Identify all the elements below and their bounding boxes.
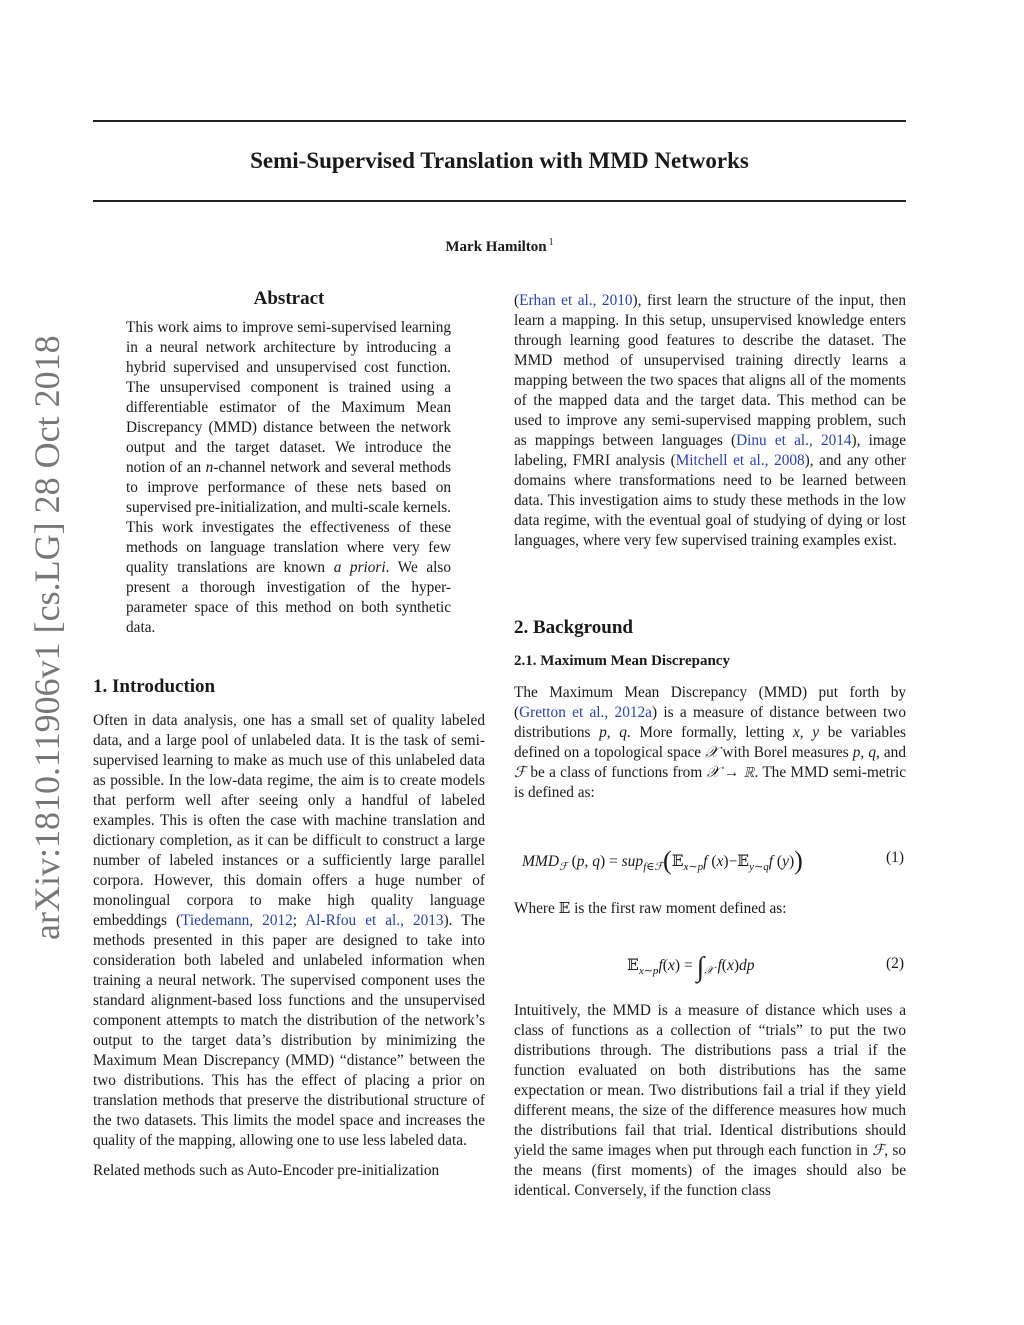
citation-dinu-year: 2014 (820, 432, 852, 449)
paper-title: Semi-Supervised Translation with MMD Networks (250, 148, 749, 173)
citation-alrfou-year: 2013 (412, 912, 444, 929)
citation-link[interactable]: Tiedemann, 2012 (181, 912, 293, 929)
citation-link[interactable]: Dinu et al., 2014 (736, 432, 852, 449)
mmd-intuition-paragraph (514, 1001, 906, 1201)
math-E: 𝔼 (558, 900, 571, 917)
mmd-p3 (514, 1001, 906, 1201)
math-pq: p, q (599, 724, 627, 741)
citation-tiedemann: Tiedemann (181, 912, 250, 929)
citation-alrfou: Al-Rfou et al. (305, 912, 401, 929)
equation-1-number: (1) (886, 849, 905, 866)
intro-p1-text-b: ). The methods presented in this paper are designed to take into consideration both labeled and unlabeled information when training a neural network. The supervised component uses the standard alignment-based loss functions and the unsupervised component attempts to match the distribution of the network’s output to the target data’s distribution by minimizing the Maximum Mean Discrepancy (MMD) “distance” between the two distributions. This has the effect of placing a prior on translation methods that preserve the distributional structure of the two datasets. This limits the model space and increases the quality of the mapping, allowing one to use less labeled data. (93, 912, 486, 1149)
citation-mitchell: Mitchell et al. (675, 452, 765, 469)
abstract-part-3: . We also present a thorough investigation of the hyper-parameter space of this method on both synthetic data. (126, 559, 452, 636)
math-xy: x, y (793, 724, 820, 741)
mmd-subheading: 2.1. Maximum Mean Discrepancy (514, 653, 730, 669)
author-name-text: Mark Hamilton (445, 239, 547, 255)
citation-link[interactable]: Al-Rfou et al., 2013 (305, 912, 444, 929)
intro-heading: 1. Introduction (93, 676, 216, 697)
citation-link[interactable]: Mitchell et al., 2008 (675, 452, 805, 469)
citation-dinu: Dinu et al. (736, 432, 809, 449)
citation-gretton-year: 2012a (614, 704, 652, 721)
mmd-p1-text-d: be variables defined on a topological space (514, 724, 906, 761)
author-affiliation-mark: 1 (548, 237, 554, 248)
abstract-part-2: -channel network and several methods to improve performance of these nets based on supervised pre-initialization, and multi-scale kernels. This work investigates the effectiveness of these methods on language translation where very few quality translations are known (126, 459, 451, 576)
mmd-intro-paragraph (514, 683, 906, 803)
where-text-a: Where (514, 900, 559, 917)
citation-link[interactable]: Erhan et al., 2010 (519, 292, 633, 309)
intro-p1-text-a: Often in data analysis, one has a small set of quality labeled data, and a large pool of unlabeled data. It is the task of semi-supervised learning to make as much use of this unlabeled data as possible. In the low-data regime, the aim is to create models that perform well after seeing only a handful of labeled examples. This is often the case with machine translation and dictionary completion, as it can be difficult to construct a large number of labeled instances or a sufficiently large parallel corpora. However, this domain offers a huge number of monolingual corpora to make high quality language embeddings ( (93, 712, 485, 929)
where-line (514, 899, 906, 919)
title-top-rule (93, 120, 906, 122)
mmd-p1-text-e: with Borel measures (718, 744, 853, 761)
math-F-2: ℱ (872, 1142, 885, 1159)
mmd-p1-text-g: be a class of functions from (526, 764, 707, 781)
mmd-p1-text-h: . The MMD semi-metric is defined as: (514, 764, 907, 801)
abstract-text (126, 318, 451, 638)
equation-1: $MMD_ℱ$ (p, q) = sup$_{f\in ℱ}$(𝔼$_{x\sim p}$f (x)−𝔼$_{y\sim q}$f (y)) (522, 846, 803, 875)
n-symbol: n (205, 459, 214, 476)
right-col-continuation (514, 291, 906, 551)
citation-erhan-year: 2010 (601, 292, 633, 309)
math-pq-2: p, q (852, 744, 876, 761)
right-paragraph-1: (Erhan et al., 2010), first learn the structure of the input, then learn a mapping. In this setup, unsupervised knowledge enters through learning good features to describe the dataset. The MMD method of unsupervised training directly learns a mapping between the two spaces that aligns all of the moments of the mapped data and the target data. This method can be used to improve any semi-supervised mapping problem, such as mappings between languages (Dinu et al., 2014), image labeling, FMRI analysis (Mitchell et al., 2008), and any other domains where transformations need to be learned between data. This investigation aims to study these methods in the low data regime, with the eventual goal of studying of dying or lost languages, where very few supervised training examples exist. (514, 292, 907, 549)
author-name (93, 237, 906, 256)
background-heading: 2. Background (514, 617, 633, 638)
equation-2-number: (2) (886, 955, 905, 972)
equation-2: 𝔼$_{x\sim p}$f(x) = $\int_𝒳$ f(x)dp (627, 952, 755, 983)
citation-erhan: Erhan et al. (519, 292, 593, 309)
math-X: 𝒳 (705, 744, 719, 761)
right-p1-text-c: ), and any other domains where transformations need to be learned between data. This investigation aims to study these methods in the low data regime, with the eventual goal of studying of dying or lost languages, where very few supervised training examples exist. (514, 452, 906, 549)
title-bottom-rule (93, 200, 906, 202)
abstract-heading: Abstract (253, 288, 325, 309)
math-X-to-R: 𝒳 → ℝ (706, 764, 755, 781)
mmd-p1 (514, 683, 906, 803)
math-F: ℱ (514, 764, 527, 781)
citation-gretton: Gretton et al. (519, 704, 605, 721)
a-priori-text: a priori (333, 559, 386, 576)
where-text-b: is the first raw moment defined as: (570, 900, 787, 917)
mmd-p3-text-b: , so the means (first moments) of the images should also be identical. Conversely, if the function class (514, 1142, 907, 1199)
citation-mitchell-year: 2008 (774, 452, 805, 469)
intro-paragraph-1: Often in data analysis, one has a small set of quality labeled data, and a large pool of unlabeled data. It is the task of semi-supervised learning to make as much use of this unlabeled data as possible. In the low-data regime, the aim is to create models that perform well after seeing only a handful of labeled examples. This is often the case with machine translation and dictionary completion, as it can be difficult to construct a large number of labeled instances or a sufficiently large parallel corpora. However, this domain offers a huge number of monolingual corpora to make high quality language embeddings (Tiedemann, 2012; Al-Rfou et al., 2013). The methods presented in this paper are designed to take into consideration both labeled and unlabeled information when training a neural network. The supervised component uses the standard alignment-based loss functions and the unsupervised component attempts to match the distribution of the network’s output to the target data’s distribution by minimizing the Maximum Mean Discrepancy (MMD) “distance” between the two distributions. This has the effect of placing a prior on translation methods that preserve the distributional structure of the two datasets. This limits the model space and increases the quality of the mapping, allowing one to use less labeled data. (93, 712, 486, 1149)
mmd-p1-text-b: ) is a measure of distance between two distributions (514, 704, 907, 741)
where-paragraph (514, 899, 906, 919)
citation-tiedemann-year: 2012 (262, 912, 293, 929)
right-p1-text-a: ), first learn the structure of the input, then learn a mapping. In this setup, unsupervised knowledge enters through learning good features to describe the dataset. The MMD method of unsupervised training directly learns a mapping between the two spaces that aligns all of the moments of the mapped data and the target data. This method can be used to improve any semi-supervised mapping problem, such as mappings between languages ( (514, 292, 907, 449)
arxiv-stamp: arXiv:1810.11906v1 [cs.LG] 28 Oct 2018 (27, 335, 67, 940)
mmd-p1-text-f: , and (875, 744, 906, 761)
right-p1-text-b: ), image labeling, FMRI analysis ( (514, 432, 906, 469)
intro-paragraph-2: Related methods such as Auto-Encoder pre-initialization (93, 1162, 440, 1179)
intro-body (93, 711, 485, 1181)
mmd-p3-text-a: Intuitively, the MMD is a measure of distance which uses a class of functions as a collection of “trials” to put the two distributions through. The distributions pass a trial if the function evaluated on both distributions has the same expectation or mean. Two distributions fail a trial if they yield different means, the size of the difference measures how much the distributions fail that trial. Identical distributions should yield the same images when put through each function in (514, 1002, 906, 1159)
mmd-p1-text-c: . More formally, letting (626, 724, 794, 741)
mmd-p1-text-a: The Maximum Mean Discrepancy (MMD) put forth by ( (514, 684, 906, 721)
citation-link[interactable]: Gretton et al., 2012a (519, 704, 652, 721)
abstract-part-1: This work aims to improve semi-supervised learning in a neural network architecture by introducing a hybrid supervised and unsupervised cost function. The unsupervised component is trained using a differentiable estimator of the Maximum Mean Discrepancy (MMD) distance between the network output and the target dataset. We introduce the notion of an (126, 319, 451, 476)
